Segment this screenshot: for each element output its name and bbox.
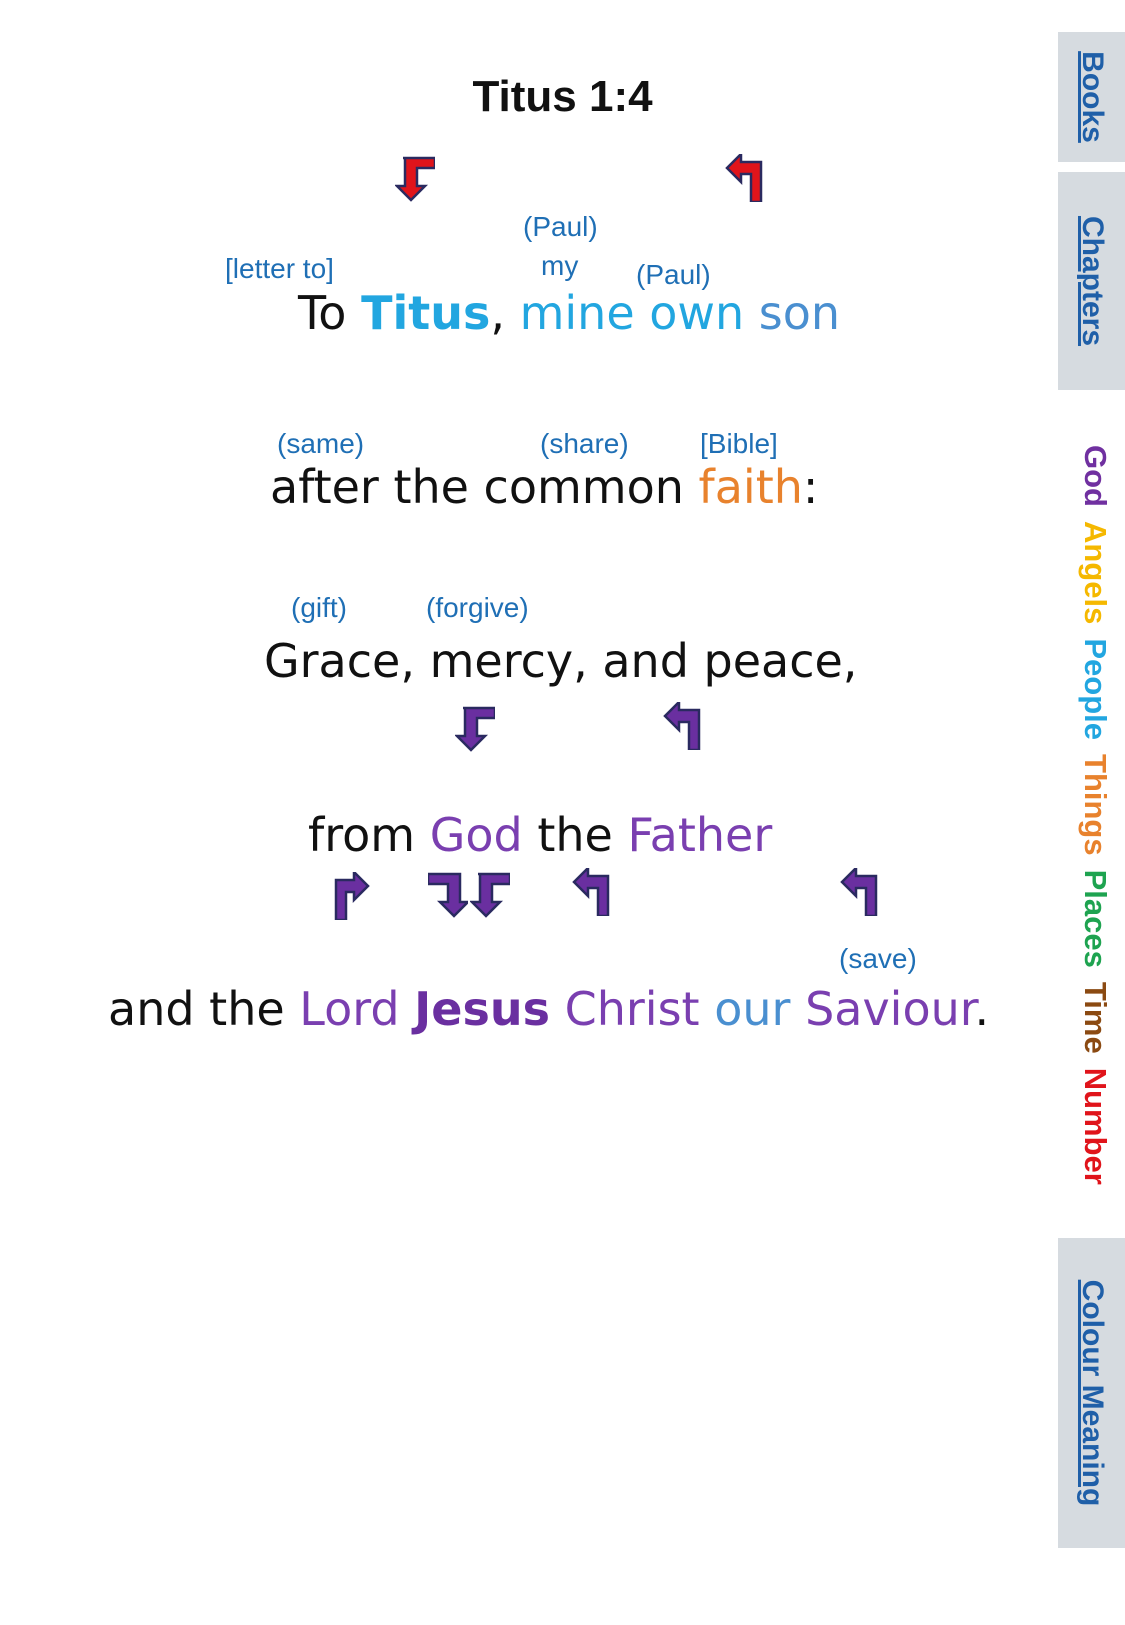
- colour-legend: [1065, 445, 1120, 1235]
- legend-item-god: God: [1078, 445, 1113, 507]
- annotation-letter-to: [letter to]: [225, 253, 334, 284]
- up-arrow-icon: [840, 868, 880, 916]
- god-word: Lord: [299, 982, 400, 1036]
- word: after the common: [270, 460, 684, 514]
- tab-chapters-label[interactable]: Chapters: [1075, 215, 1109, 347]
- person-word: Titus: [361, 286, 491, 340]
- annotation-paul: (Paul): [636, 259, 711, 290]
- legend-item-number: Number: [1078, 1067, 1113, 1185]
- verse-line: [298, 286, 840, 340]
- god-word: Saviour: [805, 982, 975, 1036]
- legend-item-angels: Angels: [1078, 521, 1113, 625]
- legend-item-places: Places: [1078, 869, 1113, 968]
- down-arrow-icon: [395, 156, 435, 202]
- down-arrow-icon: [455, 706, 495, 752]
- word: To: [298, 286, 347, 340]
- legend-item-things: Things: [1078, 754, 1113, 856]
- annotation-save: (save): [839, 943, 917, 974]
- annotation-bible: [Bible]: [700, 428, 778, 459]
- verse-line: [308, 808, 772, 862]
- punctuation: .: [974, 982, 990, 1036]
- tab-books-label[interactable]: Books: [1075, 51, 1109, 143]
- tab-colour-meaning-label[interactable]: Colour Meaning: [1075, 1279, 1109, 1507]
- page-title: Titus 1:4: [472, 72, 653, 121]
- up-arrow-icon: [663, 702, 703, 750]
- tab-books[interactable]: [1058, 32, 1125, 162]
- verse-line: [270, 460, 818, 514]
- word: the: [537, 808, 613, 862]
- punctuation: ,: [490, 286, 505, 340]
- thing-word: faith: [698, 460, 803, 514]
- verse-line: [108, 982, 989, 1036]
- down-left-arrow-icon: [428, 872, 468, 918]
- god-word: Father: [627, 808, 773, 862]
- god-word: Christ: [564, 982, 700, 1036]
- up-arrow-icon: [725, 154, 765, 202]
- annotation-same: (same): [277, 428, 365, 459]
- person-word: own: [649, 286, 745, 340]
- legend-item-people: People: [1078, 638, 1113, 741]
- verse-line: Grace, mercy, and peace,: [264, 634, 858, 688]
- person-word: our: [714, 982, 791, 1036]
- annotation-forgive: (forgive): [426, 592, 529, 623]
- person-word: son: [758, 286, 841, 340]
- annotation-my: my: [541, 250, 579, 281]
- down-arrow-icon: [470, 872, 510, 918]
- god-word: Jesus: [414, 982, 550, 1036]
- word: and the: [108, 982, 285, 1036]
- god-word: God: [429, 808, 523, 862]
- word: from: [308, 808, 416, 862]
- punctuation: :: [802, 460, 819, 514]
- up-arrow-icon: [572, 868, 612, 916]
- tab-colour-meaning[interactable]: [1058, 1238, 1125, 1548]
- up-right-arrow-icon: [332, 872, 372, 920]
- annotation-paul: (Paul): [523, 211, 598, 242]
- annotation-gift: (gift): [291, 592, 347, 623]
- annotation-share: (share): [540, 428, 629, 459]
- legend-items: [1077, 445, 1113, 1199]
- person-word: mine: [519, 286, 635, 340]
- tab-chapters[interactable]: [1058, 172, 1125, 390]
- legend-item-time: Time: [1078, 981, 1113, 1054]
